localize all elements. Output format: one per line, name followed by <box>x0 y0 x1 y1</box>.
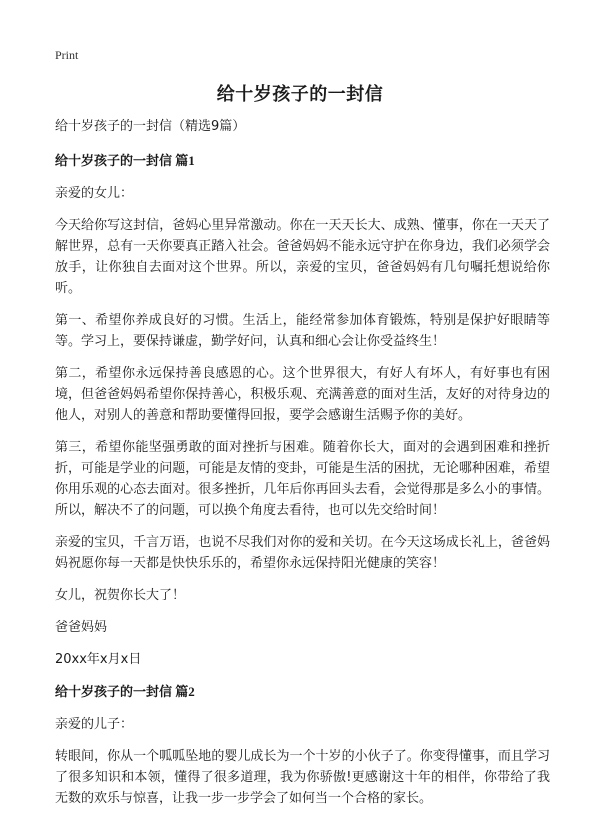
paragraph: 第一、希望你养成良好的习惯。生活上，能经常参加体育锻炼，特别是保护好眼睛等等。学习上，要保持谦虚，勤学好问，认真和细心会让你受益终生！ <box>55 313 550 349</box>
signature: 爸爸妈妈 <box>55 620 108 635</box>
document-body <box>55 116 550 820</box>
greeting: 亲爱的儿子： <box>55 717 134 732</box>
section-heading-2: 给十岁孩子的一封信 篇2 <box>55 684 195 699</box>
print-label: Print <box>55 48 79 62</box>
paragraph: 第三，希望你能坚强勇敢的面对挫折与困难。随着你长大，面对的会遇到困难和挫折折，可能是学业的问题，可能是友情的变卦，可能是生活的困扰，无论哪种困难，希望你用乐观的心态去面对。很多挫折，几年后你再回头去看，会觉得那是多么小的事情。所以，解决不了的问题，可以换个角度去看待，也可以先交给时间！ <box>55 440 550 518</box>
section-heading-1: 给十岁孩子的一封信 篇1 <box>55 153 195 168</box>
greeting: 亲爱的女儿： <box>55 186 134 201</box>
document-subtitle: 给十岁孩子的一封信（精选9篇） <box>55 119 246 134</box>
paragraph: 第二，希望你永远保持善良感恩的心。这个世界很大，有好人有坏人，有好事也有困境，但爸爸妈妈希望你保持善心，积极乐观、充满善意的面对生活，友好的对待身边的他人，对别人的善意和帮助要懂得回报，要学会感谢生活赐予你的美好。 <box>55 366 550 423</box>
paragraph: 今天给你写这封信，爸妈心里异常激动。你在一天天长大、成熟、懂事，你在一天天了解世界，总有一天你要真正踏入社会。爸爸妈妈不能永远守护在你身边，我们必须学会放手，让你独自去面对这个世界。所以，亲爱的宝贝，爸爸妈妈有几句嘱托想说给你听。 <box>55 218 550 296</box>
document-title: 给十岁孩子的一封信 <box>216 84 384 104</box>
paragraph: 亲爱的宝贝，千言万语，也说不尽我们对你的爱和关切。在今天这场成长礼上，爸爸妈妈祝愿你每一天都是快快乐乐的，希望你永远保持阳光健康的笑容！ <box>55 535 550 571</box>
paragraph: 转眼间，你从一个呱呱坠地的婴儿成长为一个十岁的小伙子了。你变得懂事，而且学习了很多知识和本领，懂得了很多道理，我为你骄傲!更感谢这十年的相伴，你带给了我无数的欢乐与惊喜，让我一步一步学会了如何当一个合格的家长。 <box>55 749 550 806</box>
blessing: 女儿，祝贺你长大了！ <box>55 588 186 603</box>
date: 20xx年x月x日 <box>55 652 142 667</box>
